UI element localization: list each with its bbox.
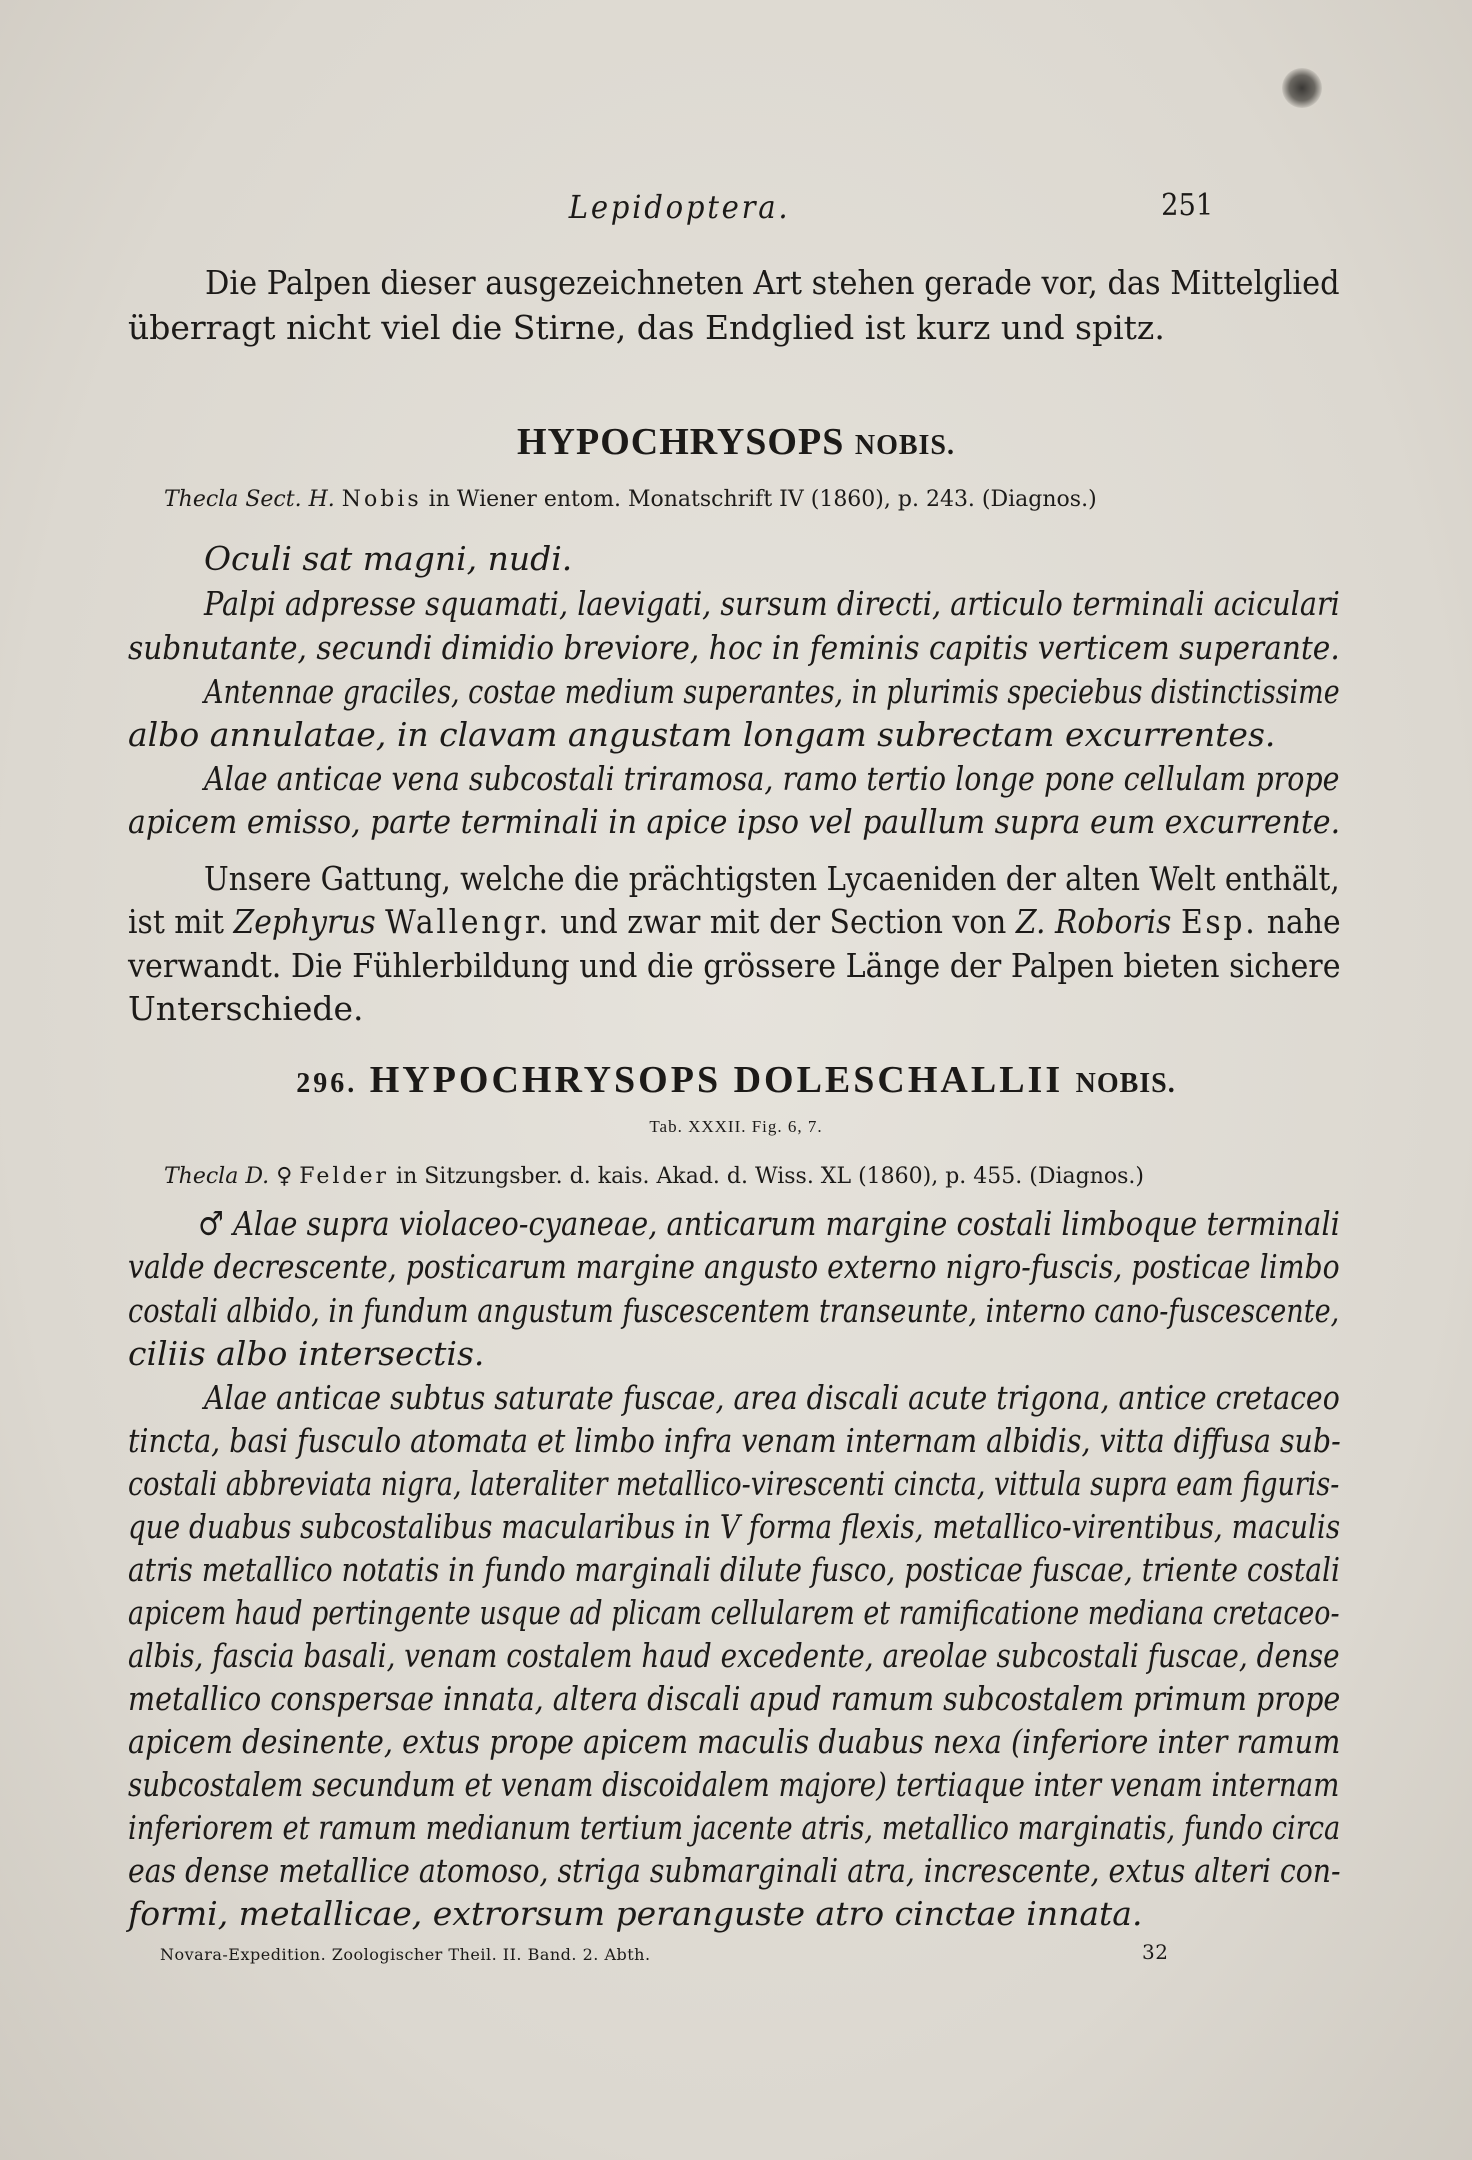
diagnosis-line: subnutante, secundi dimidio breviore, hoc in feminis capitis verticem superante. [128,628,1340,667]
description-line: inferiorem et ramum medianum tertium jacente atris, metallico marginatis, fundo circa [128,1808,1341,1847]
remarks-genus: Zephyrus [233,902,376,941]
remarks-author: Esp. [1180,902,1258,941]
description-line: tincta, basi fusculo atomata et limbo infra venam internam albidis, vitta diffusa sub- [128,1421,1341,1460]
genus-reference-author: Nobis [341,487,422,512]
remarks-text: und zwar mit der Section von [560,902,1007,941]
species-author: NOBIS. [1075,1068,1176,1099]
diagnosis-line: apicem emisso, parte terminali in apice ipso vel paullum supra eum excurrente. [128,802,1341,841]
genus-name: HYPOCHRYSOPS [516,421,845,463]
genus-heading [0,420,1472,464]
female-symbol: ♀ [276,1164,293,1189]
genus-author: NOBIS. [854,430,955,461]
description-line: formi, metallicae, extrorsum peranguste atro cinctae innata. [128,1894,1143,1933]
running-head-title: Lepidoptera. [568,188,791,226]
species-reference-author: Felder [299,1164,390,1189]
description-line: subcostalem secundum et venam discoidalem majore) tertiaque inter venam internam [128,1765,1340,1804]
description-line: Alae anticae subtus saturate fuscae, area discali acute trigona, antice cretaceo [204,1378,1340,1417]
remarks-author: Wallengr. [385,902,551,941]
description-line: costali abbreviata nigra, lateraliter metallico-virescenti cincta, vittula supra eam figuris- [128,1464,1340,1503]
diagnosis-line: Antennae graciles, costae medium superantes, in plurimis speciebus distinctissime [204,672,1340,711]
description-line: que duabus subcostalibus macularibus in V forma flexis, metallico-virentibus, maculis [128,1507,1341,1546]
genus-reference-taxon: Thecla Sect. H. [164,487,335,512]
description-line: eas dense metallice atomoso, striga submarginali atra, increscente, extus alteri con- [128,1851,1341,1890]
species-reference [164,1164,1144,1189]
diagnosis-line: Alae anticae vena subcostali triramosa, ramo tertio longe pone cellulam prope [204,759,1340,798]
species-number: 296. [296,1068,358,1099]
description-line: metallico conspersae innata, altera discali apud ramum subcostalem primum prope [128,1679,1341,1718]
page-number: 251 [1161,188,1214,223]
diagnosis-line: Oculi sat magni, nudi. [204,539,573,578]
species-reference-taxon: Thecla D. [164,1164,270,1189]
remarks-line-2 [128,900,1341,944]
diagnosis-line: albo annulatae, in clavam angustam longam subrectam excurrentes. [128,715,1276,754]
diagnosis-line: Palpi adpresse squamati, laevigati, sursum directi, articulo terminali aciculari [204,584,1340,623]
species-name: HYPOCHRYSOPS DOLESCHALLII [369,1059,1064,1101]
remarks-species: Z. Roboris [1015,902,1172,941]
genus-reference [164,487,1097,512]
intro-line-2: überragt nicht viel die Stirne, das Endglied ist kurz und spitz. [128,308,1165,347]
description-line: ciliis albo intersectis. [128,1334,485,1373]
intro-line-1: Die Palpen dieser ausgezeichneten Art stehen gerade vor, das Mittelglied [205,263,1340,302]
description-line: valde decrescente, posticarum margine angusto externo nigro-fuscis, posticae limbo [128,1247,1340,1286]
description-line: albis, fascia basali, venam costalem haud excedente, areolae subcostali fuscae, dense [128,1636,1340,1675]
description-line: apicem desinente, extus prope apicem maculis duabus nexa (inferiore inter ramum [128,1722,1341,1761]
remarks-text: nahe [1266,902,1341,941]
footer-sheet-number: 32 [1142,1940,1169,1964]
species-reference-text: in Sitzungsber. d. kais. Akad. d. Wiss. XL (1860), p. 455. (Diagnos.) [396,1164,1144,1189]
description-line: ♂ Alae supra violaceo-cyaneae, anticarum margine costali limboque terminali [198,1204,1340,1243]
remarks-line-4: Unterschiede. [128,989,364,1028]
description-line: apicem haud pertingente usque ad plicam cellularem et ramificatione mediana cretaceo- [128,1593,1340,1632]
remarks-text: ist mit [128,902,225,941]
genus-reference-text: in Wiener entom. Monatschrift IV (1860), p. 243. (Diagnos.) [428,487,1097,512]
description-line: costali albido, in fundum angustum fuscescentem transeunte, interno cano-fuscescente, [128,1291,1340,1330]
remarks-line-1: Unsere Gattung, welche die prächtigsten Lycaeniden der alten Welt enthält, [204,859,1340,898]
description-line: atris metallico notatis in fundo marginali dilute fusco, posticae fuscae, triente costali [128,1550,1340,1589]
ink-smudge [1282,68,1322,108]
plate-reference: Tab. XXXII. Fig. 6, 7. [649,1117,823,1136]
species-heading [0,1058,1472,1102]
footer-signature: Novara-Expedition. Zoologischer Theil. II. Band. 2. Abth. [160,1945,651,1964]
remarks-line-3: verwandt. Die Fühlerbildung und die grössere Länge der Palpen bieten sichere [128,946,1341,985]
